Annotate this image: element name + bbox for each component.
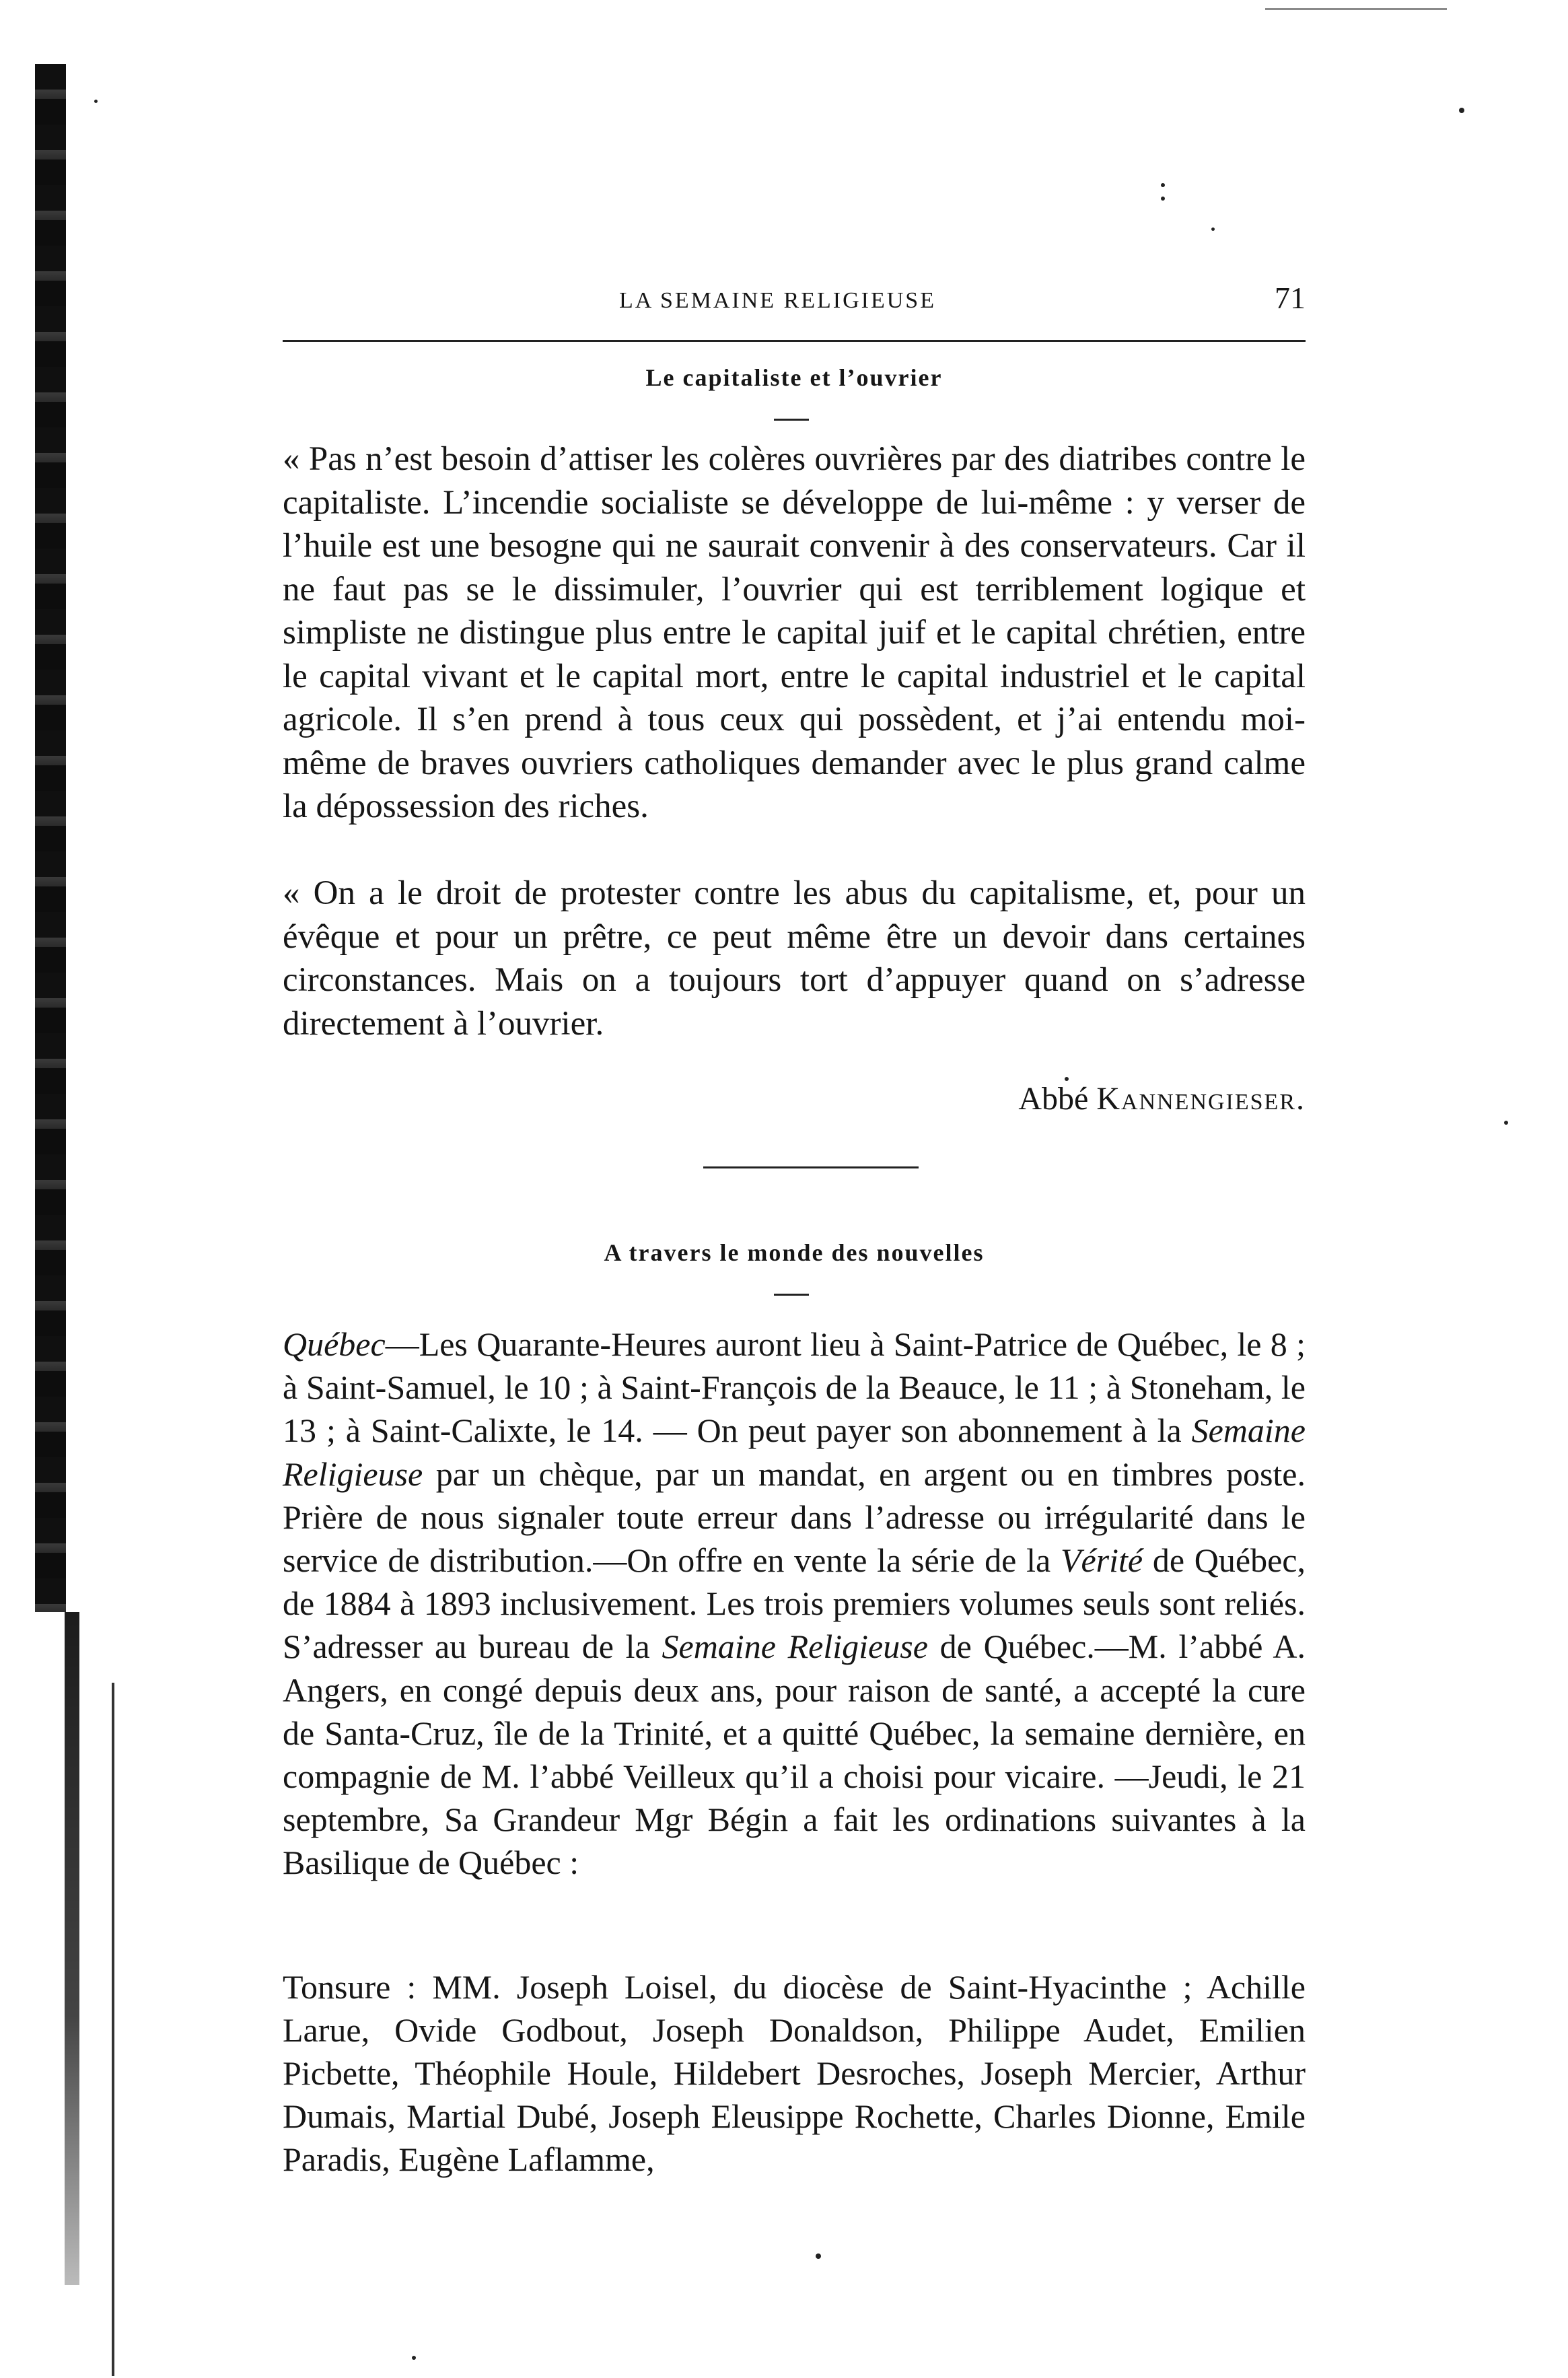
italic-run: Vérité (1060, 1541, 1143, 1580)
signature-author: Kannengieser. (1096, 1081, 1306, 1117)
scan-speck (1459, 108, 1464, 113)
scan-top-rule (1265, 8, 1447, 10)
title-dash (774, 1294, 809, 1296)
section-divider (703, 1166, 919, 1168)
italic-run: Semaine Religieuse (662, 1628, 928, 1666)
text-run: par un chèque, par un mandat, en argent ou en timbres poste. Prière de nous signaler toute erreur dans l’adresse ou irrégularité dans le service de distribution.—On offre en vente la série de la (283, 1455, 1306, 1580)
header-rule (283, 340, 1306, 342)
text-run: de Québec.—M. l’abbé A. Angers, en congé depuis deux ans, pour raison de santé, a accepté la cure de Santa-Cruz, île de la Trinité, et a quitté Québec, la semaine dernière, en compagnie de M. l’abbé Veilleux qu’il a choisi pour vicaire. —Jeudi, le 21 septembre, Sa Grandeur Mgr Bégin a fait les ordinations suivantes à la Basilique de Québec : (283, 1628, 1306, 1882)
scan-speck (412, 2356, 416, 2360)
scan-speck (1211, 228, 1215, 231)
page-binding-line (112, 1683, 114, 2376)
scan-speck (1504, 1121, 1508, 1125)
scan-speck (816, 2253, 821, 2259)
tonsure-list: Tonsure : MM. Joseph Loisel, du diocèse de Saint-Hyacinthe ; Achille Larue, Ovide Godbout, Joseph Donaldson, Philippe Audet, Emilien Picbette, Théophile Houle, Hildebert Desroches, Joseph Mercier, Arthur Dumais, Martial Dubé, Joseph Eleusippe Rochette, Charles Dionne, Emile Paradis, Eugène Laflamme, (283, 1968, 1306, 2178)
page-number: 71 (1275, 281, 1306, 315)
article-title-nouvelles: A travers le monde des nouvelles (604, 1239, 985, 1266)
title-dash (774, 419, 809, 421)
text-run: de Québec, de 1884 à 1893 inclusivement. Les trois premiers volumes seuls sont reliés. S’adresser au bureau de la (283, 1541, 1306, 1666)
running-title: LA SEMAINE RELIGIEUSE (619, 288, 936, 313)
signature-prefix: Abbé (1018, 1081, 1089, 1117)
scan-speck (94, 100, 98, 103)
page-binding-edge-lower (65, 1612, 79, 2285)
scan-speck (1161, 183, 1165, 187)
article2-body (283, 1323, 1306, 1885)
italic-run: Québec (283, 1325, 386, 1363)
article-title-capitaliste: Le capitaliste et l’ouvrier (645, 364, 943, 391)
running-head (283, 283, 1306, 330)
article1-paragraph-2: « On a le droit de protester contre les abus du capitalisme, et, pour un évêque et pour un prêtre, ce peut même être un devoir dans certaines circonstances. Mais on a toujours tort d’appuyer quand on s’adresse directement à l’ouvrier. (283, 874, 1306, 1043)
scan-speck (1161, 197, 1165, 201)
article1-signature (283, 1080, 1306, 1117)
text-run: —Les Quarante-Heures auront lieu à Saint-Patrice de Québec, le 8 ; à Saint-Samuel, le 10 ; à Saint-François de la Beauce, le 11 ; à Stoneham, le 13 ; à Saint-Calixte, le 14. — On peut payer son abonnement à la (283, 1325, 1306, 1450)
article1-paragraph-1: « Pas n’est besoin d’attiser les colères ouvrières par des diatribes contre le capitaliste. L’incendie socialiste se développe de lui-même : y verser de l’huile est une besogne qui ne saurait convenir à des conservateurs. Car il ne faut pas se le dissimuler, l’ouvrier qui est terriblement logique et simpliste ne distingue plus entre le capital juif et le capital chrétien, entre le capital vivant et le capital mort, entre le capital industriel et le capital agricole. Il s’en prend à tous ceux qui possèdent, et j’ai entendu moi-même de braves ouvriers catholiques demander avec le plus grand calme la dépossession des riches. (283, 440, 1306, 825)
page-binding-edge (35, 64, 66, 1612)
italic-run: Semaine Religieuse (283, 1411, 1306, 1493)
